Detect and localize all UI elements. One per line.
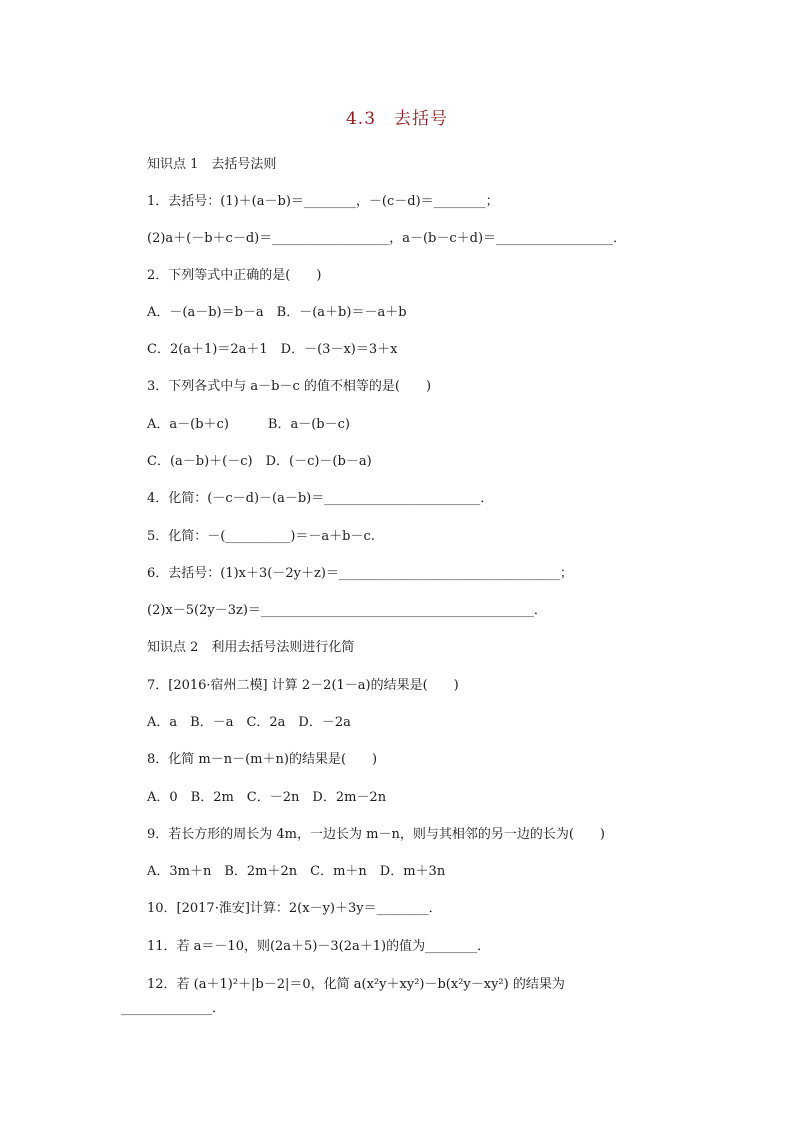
question-2-options-cd: C．2(a＋1)＝2a＋1 D．－(3－x)＝3＋x — [147, 342, 398, 357]
question-9: 9．若长方形的周长为 4m，一边长为 m－n，则与其相邻的另一边的长为( ) — [147, 827, 605, 842]
question-8: 8．化简 m－n－(m＋n)的结果是( ) — [147, 752, 378, 767]
question-4: 4．化简：(－c－d)－(a－b)＝________________________． — [147, 491, 494, 506]
question-7: 7．[2016·宿州二模] 计算 2－2(1－a)的结果是( ) — [147, 678, 459, 693]
question-12-answer-blank: ______________． — [121, 1001, 226, 1016]
question-2-options-ab: A．－(a－b)＝b－a B．－(a＋b)＝－a＋b — [147, 305, 407, 320]
question-12: 12．若 (a＋1)²＋|b－2|＝0，化简 a(x²y＋xy²)－b(x²y－xy²) 的结果为 — [147, 977, 565, 992]
section-heading-1: 知识点 1 去括号法则 — [147, 157, 277, 172]
question-3-options-cd: C．(a－b)＋(－c) D．(－c)－(b－a) — [147, 454, 372, 469]
question-6-part-1: 6．去括号：(1)x＋3(－2y＋z)＝__________________________________； — [147, 566, 573, 581]
question-7-options: A．a B．－a C．2a D．－2a — [147, 715, 351, 730]
question-11: 11．若 a＝－10，则(2a＋5)－3(2a＋1)的值为________． — [147, 939, 491, 954]
page-title: 4.3 去括号 — [345, 109, 449, 129]
question-6-part-2: (2)x－5(2y－3z)＝__________________________________________． — [147, 603, 547, 618]
question-3-options-ab: A．a－(b＋c) B．a－(b－c) — [147, 417, 350, 432]
question-2: 2．下列等式中正确的是( ) — [147, 268, 322, 283]
question-5: 5．化简：－(__________)＝－a＋b－c. — [147, 529, 375, 544]
question-10: 10．[2017·淮安]计算：2(x－y)＋3y＝________． — [147, 901, 442, 916]
question-9-options: A．3m＋n B．2m＋2n C．m＋n D．m＋3n — [147, 864, 446, 879]
section-heading-2: 知识点 2 利用去括号法则进行化简 — [147, 640, 355, 655]
question-1-part-2: (2)a＋(－b＋c－d)＝__________________，a－(b－c＋d)＝__________________． — [147, 231, 627, 246]
question-8-options: A．0 B．2m C．－2n D．2m－2n — [147, 790, 387, 805]
question-1-part-1: 1．去括号：(1)＋(a－b)＝________，－(c－d)＝________； — [147, 194, 499, 209]
question-3: 3．下列各式中与 a－b－c 的值不相等的是( ) — [147, 379, 432, 394]
